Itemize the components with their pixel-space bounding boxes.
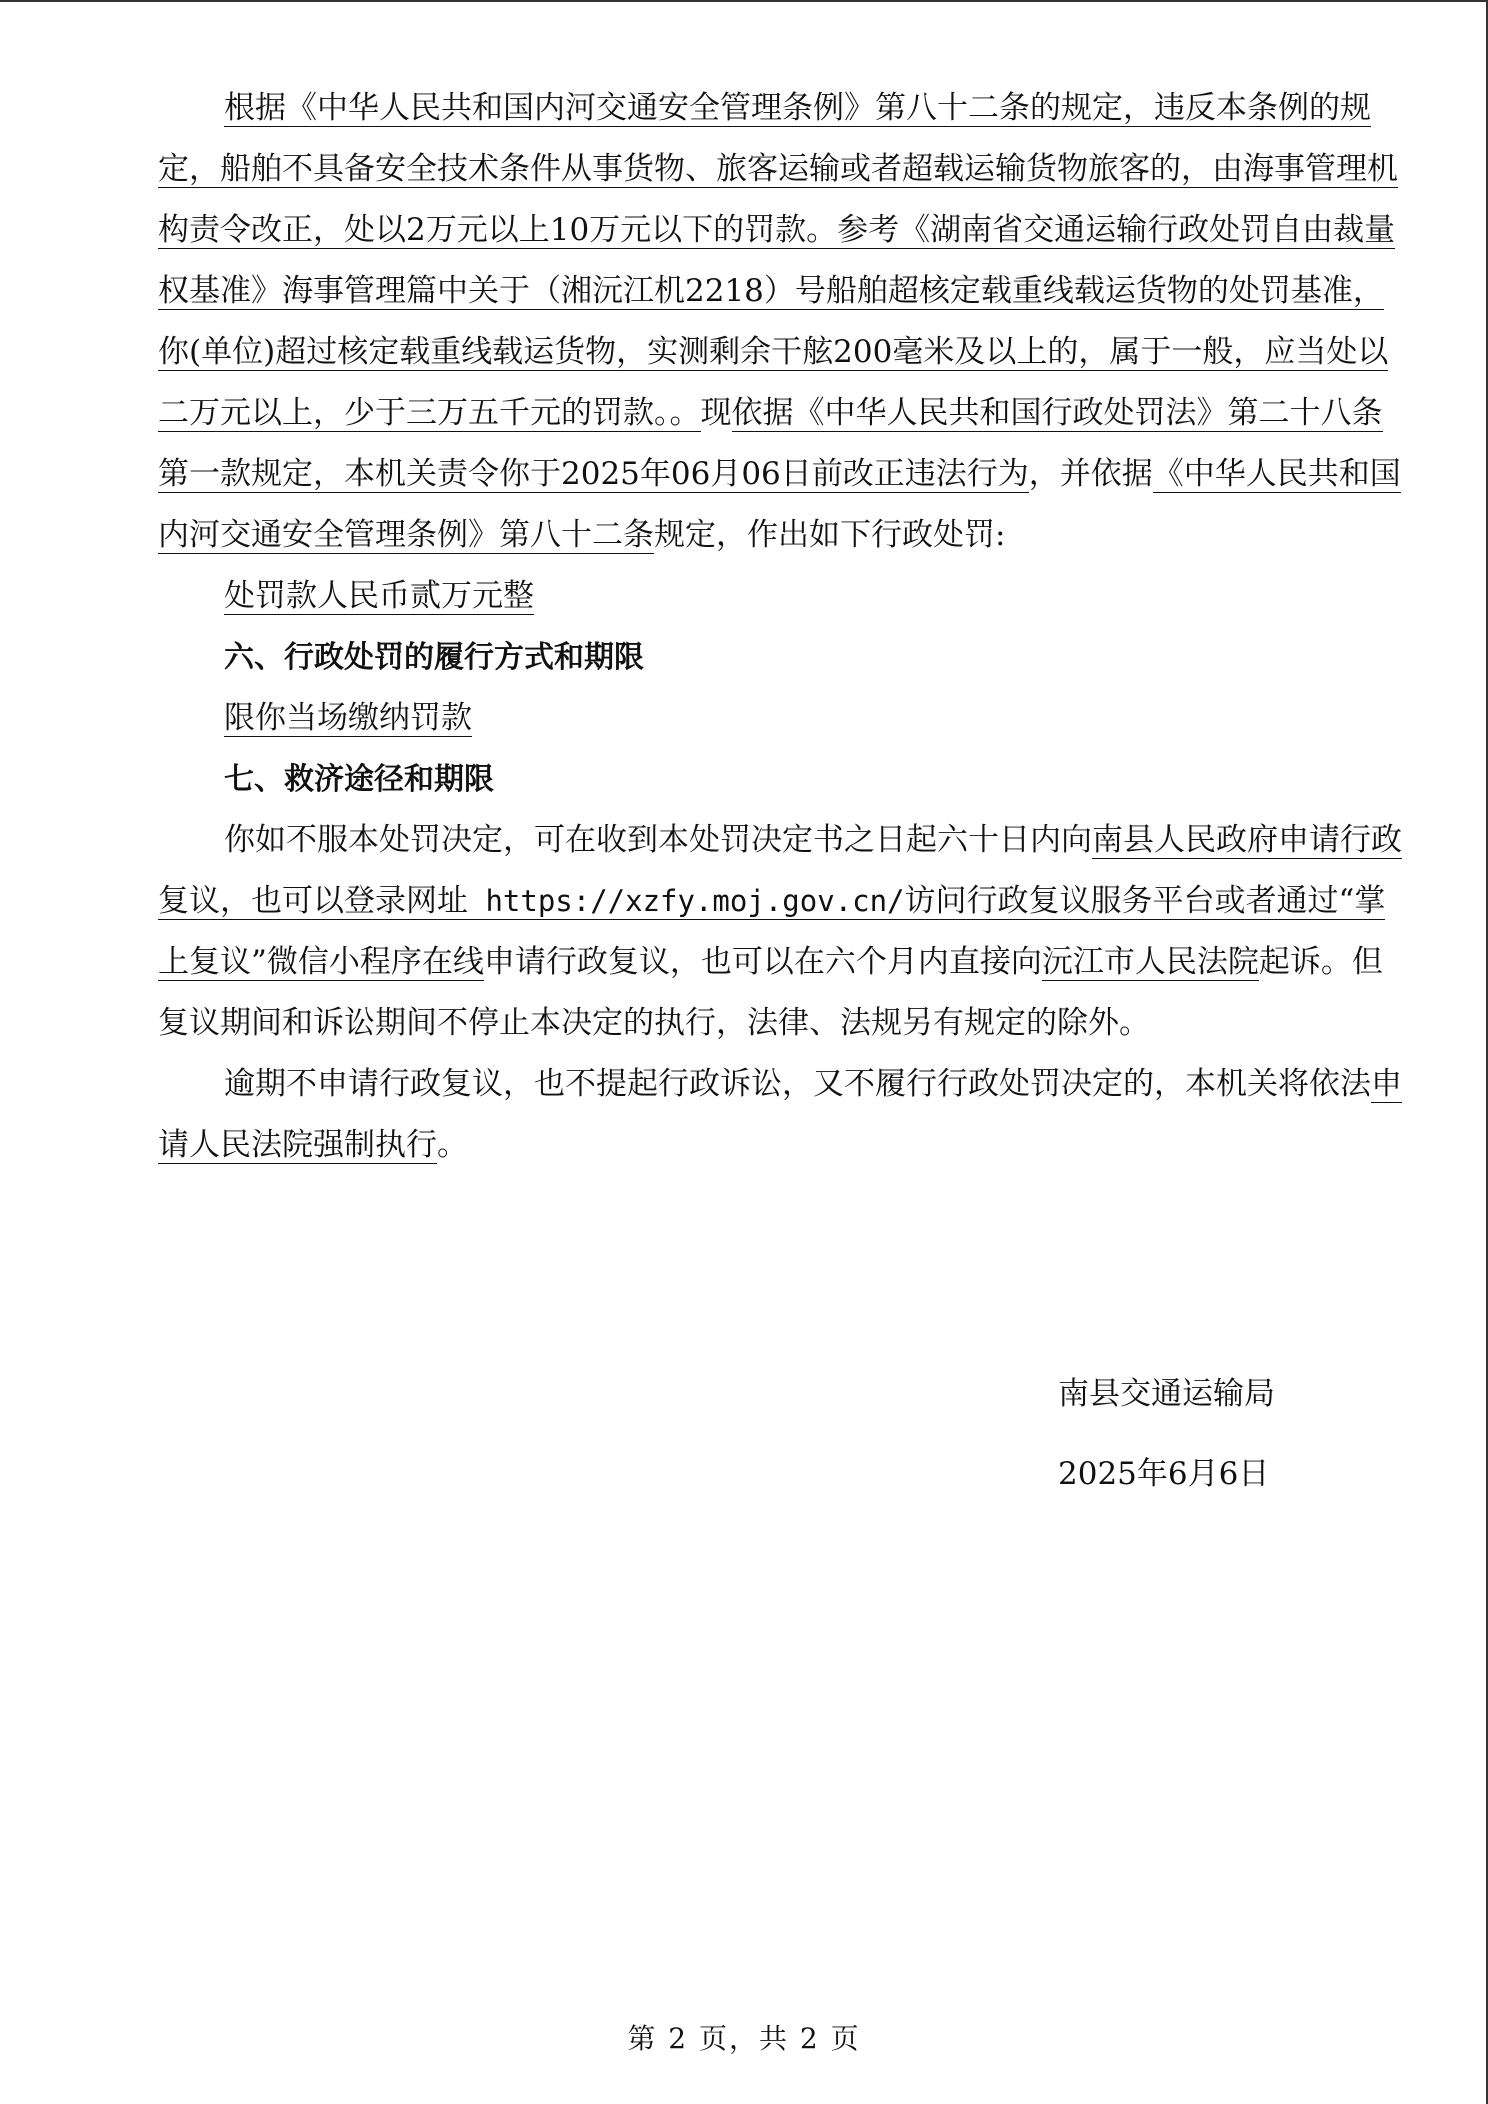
payment-method: 限你当场缴纳罚款	[224, 700, 472, 736]
review-platform-text: 访问行政复议服务平台或者通过“掌上复议”微信小程序在线	[158, 883, 1386, 980]
lawsuit-intro: 申请行政复议，也可以在六个月内直接向	[483, 944, 1042, 980]
enforcement-measure: 申请人民法院强制执行	[158, 1066, 1402, 1163]
legal-basis-text: 根据《中华人民共和国内河交通安全管理条例》第八十二条的规定，违反本条例的规定，船舶不具备安全技术条件从事货物、旅客运输或者超载运输货物旅客的，由海事管理机构责令改正，处以2万元以上10万元以下的罚款。参考《湖南省交通运输行政处罚自由裁量权基准》海事管理篇中关于（湘沅江机2218）号船舶超核定载重线载运货物的处罚基准，你(单位)超过核定载重线载运货物，实测剩余干舷200毫米及以上的，属于一般，应当处以二万元以上，少于三万五千元的罚款。。	[158, 90, 1398, 431]
enforcement-paragraph	[158, 1054, 1406, 1176]
review-website-link[interactable]: https://xzfy.moj.gov.cn/	[468, 884, 905, 918]
review-authority: 南县人民政府	[1092, 822, 1278, 858]
legal-basis-connector: 现	[700, 395, 732, 431]
legal-basis-connector-2: ，并依据	[1028, 456, 1153, 492]
correction-order-text: 依据《中华人民共和国行政处罚法》第二十八条第一款规定，本机关责令你于2025年06月06日前改正违法行为	[158, 395, 1383, 492]
remedy-intro: 你如不服本处罚决定，可在收到本处罚决定书之日起六十日内向	[224, 822, 1092, 858]
remedy-paragraph	[158, 810, 1406, 1054]
signature-block	[1058, 1374, 1275, 1494]
penalty-amount: 处罚款人民币贰万元整	[224, 578, 534, 614]
penalty-basis-text: 《中华人民共和国内河交通安全管理条例》第八十二条	[158, 456, 1401, 553]
review-apply-text: 申请行政复议，也可以登录网址	[158, 822, 1402, 919]
court-name: 沅江市人民法院	[1041, 944, 1259, 980]
section-6-heading: 六、行政处罚的履行方式和期限	[224, 640, 644, 675]
payment-paragraph	[158, 688, 1406, 749]
enforcement-intro: 逾期不申请行政复议，也不提起行政诉讼，又不履行行政处罚决定的，本机关将依法	[224, 1066, 1371, 1102]
decision-body	[158, 78, 1406, 1176]
issue-date: 2025年6月6日	[1058, 1456, 1270, 1492]
penalty-paragraph	[158, 566, 1406, 627]
legal-basis-paragraph	[158, 78, 1406, 566]
page-number: 第 2 页，共 2 页	[627, 2022, 861, 2055]
legal-basis-tail: 规定，作出如下行政处罚:	[654, 517, 1006, 553]
remedy-tail: 起诉。但复议期间和诉讼期间不停止本决定的执行，法律、法规另有规定的除外。	[158, 944, 1383, 1041]
enforcement-period: 。	[437, 1127, 468, 1163]
page-border-top	[0, 0, 1488, 2]
issuing-authority: 南县交通运输局	[1058, 1376, 1275, 1412]
section-7-heading: 七、救济途径和期限	[224, 762, 494, 797]
